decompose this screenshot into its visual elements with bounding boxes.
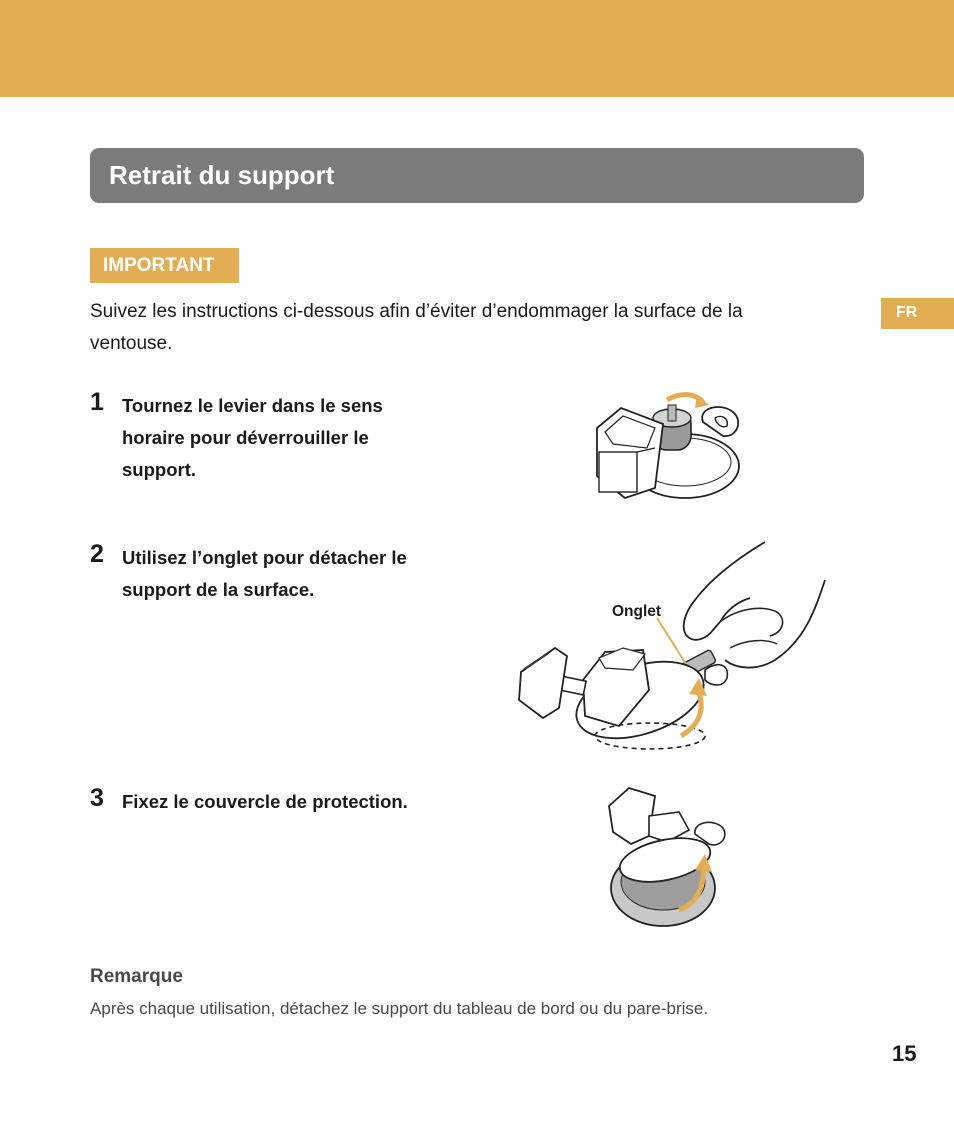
step-1-text: Tournez le levier dans le sens horaire pour déverrouiller le support. [122,395,383,480]
step-2-illustration [515,540,830,755]
intro-paragraph: Suivez les instructions ci-dessous afin d’éviter d’endommager la surface de la ventouse. [90,301,743,354]
note-heading: Remarque [90,966,183,987]
step-1-number: 1 [90,388,104,416]
language-tab [881,298,954,329]
top-color-band [0,0,954,97]
step-1-illustration [585,388,750,510]
step-3-illustration [605,786,735,934]
step-2-number: 2 [90,540,104,568]
important-tag [90,248,239,283]
section-header [90,148,864,203]
section-title: Retrait du support [109,160,335,190]
onglet-callout-label: Onglet [612,603,662,620]
step-2-text: Utilisez l’onglet pour détacher le support de la surface. [122,547,407,600]
page-number: 15 [892,1041,917,1066]
language-label: FR [896,304,918,321]
step-3-number: 3 [90,784,104,812]
step-3-text: Fixez le couvercle de protection. [122,791,408,812]
note-text: Après chaque utilisation, détachez le support du tableau de bord ou du pare-brise. [90,999,709,1018]
important-label: IMPORTANT [103,255,215,276]
